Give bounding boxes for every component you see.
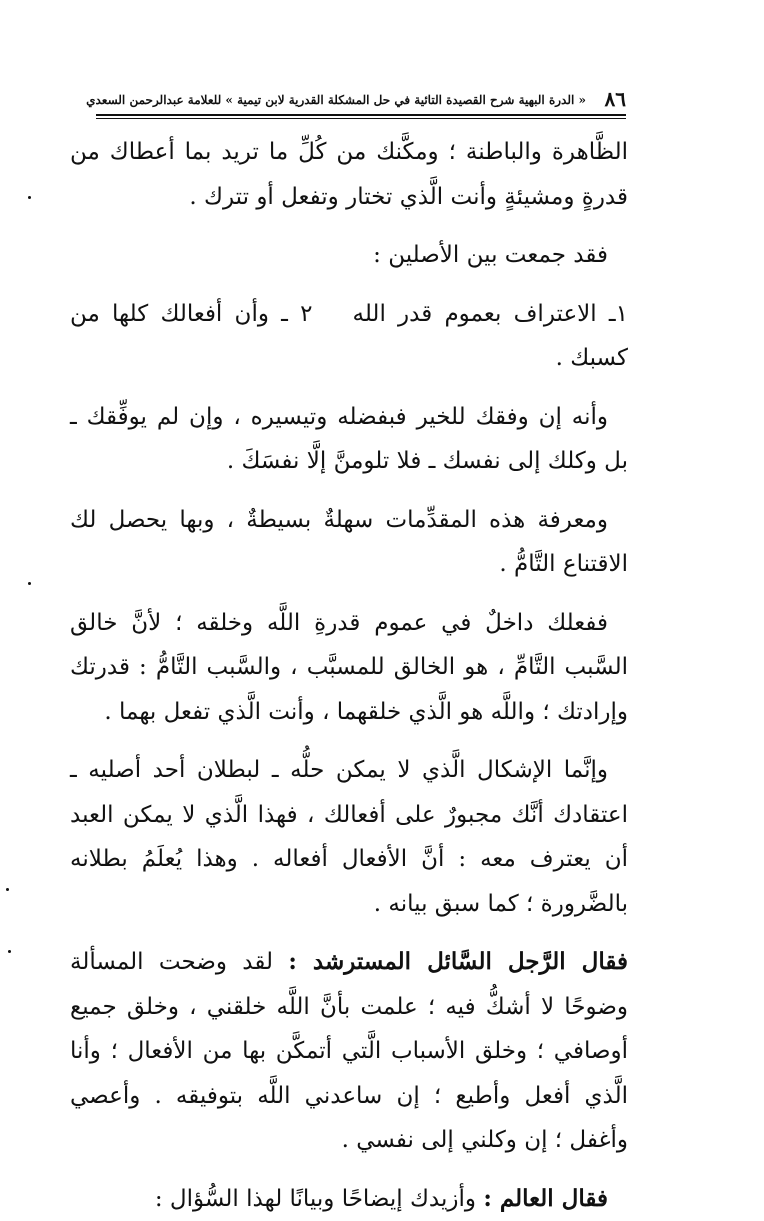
paragraph-3 [70,292,628,381]
paragraph-5: ومعرفة هذه المقدِّمات سهلةٌ بسيطةٌ ، وبها يحصل لك الاقتناع التَّامُّ . [70,498,628,587]
paragraph-1: الظَّاهرة والباطنة ؛ ومكَّنك من كُلِّ ما تريد بما أعطاك من قدرةٍ ومشيئةٍ وأنت الَّذي تختار وتفعل أو تترك . [70,130,628,219]
margin-mark [28,196,31,199]
paragraph-2: فقد جمعت بين الأصلين : [70,233,628,278]
paragraph-7: وإنَّما الإشكال الَّذي لا يمكن حلُّه ـ لبطلان أحد أصليه ـ اعتقادك أنَّك مجبورٌ على أفعالك ، فهذا الَّذي لا يمكن العبد أن يعترف معه : أنَّ الأفعال أفعاله . وهذا يُعلَمُ بطلانه بالضَّرورة ؛ كما سبق بيانه . [70,748,628,926]
speaker-scholar: فقال العالم : [483,1185,608,1212]
principle-1: ١ـ الاعتراف بعموم قدر الله [352,301,628,327]
paragraph-6: ففعلك داخلٌ في عموم قدرةِ اللَّه وخلقه ؛ لأنَّ خالق السَّبب التَّامِّ ، هو الخالق للمسبَّب ، والسَّبب التَّامُّ : قدرتك وإرادتك ؛ واللَّه هو الَّذي خلقهما ، وأنت الَّذي تفعل بهما . [70,601,628,735]
running-header [96,88,626,112]
header-rule-thin [96,118,626,119]
margin-mark [6,888,9,891]
paragraph-4: وأنه إن وفقك للخير فبفضله وتيسيره ، وإن لم يوفِّقك ـ بل وكلك إلى نفسك ـ فلا تلومنَّ إلَّا نفسَكَ . [70,395,628,484]
margin-mark [28,582,31,585]
book-title: « الدرة البهية شرح القصيدة التائية في حل المشكلة القدرية لابن تيمية » للعلامة عبدالرحمن السعدي [86,93,586,107]
speaker-seeker: فقال الرَّجل السَّائل المسترشد : [288,948,628,975]
principle-2: ٢ ـ وأن أفعالك كلها من كسبك . [70,301,628,372]
header-rule [96,114,626,116]
page-body [70,130,628,1221]
paragraph-9 [70,1177,628,1221]
margin-mark [8,950,11,953]
scholar-reply: وأزيدك إيضاحًا وبيانًا لهذا السُّؤال : [155,1186,483,1212]
seeker-reply: لقد وضحت المسألة وضوحًا لا أشكُّ فيه ؛ علمت بأنَّ اللَّه خلقني ، وخلق جميع أوصافي ؛ وخلق الأسباب الَّتي أتمكَّن بها من الأفعال ؛ وأنا الَّذي أفعل وأطيع ؛ إن ساعدني اللَّه بتوفيقه . وأعصي وأغفل ؛ إن وكلني إلى نفسي . [70,949,628,1153]
paragraph-8 [70,940,628,1163]
page-number: ٨٦ [605,88,626,110]
